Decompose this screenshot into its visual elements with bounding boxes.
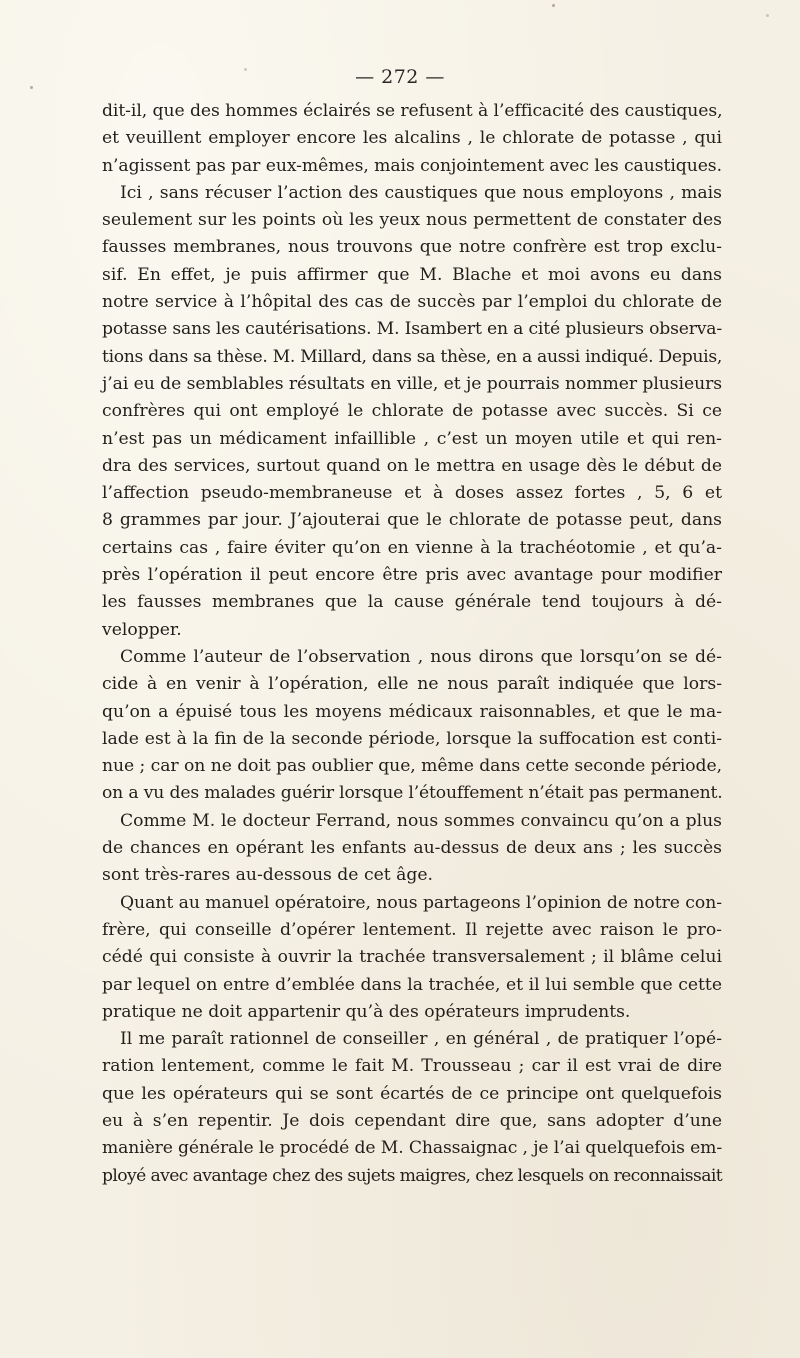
text-line: j’ai eu de semblables résultats en ville, et je pourrais nommer plusieurs [102,373,722,394]
paragraph [102,98,722,180]
text-line: seulement sur les points où les yeux nous permettent de constater des [102,210,722,231]
body-text [102,98,722,1190]
text-line: eu à s’en repentir. Je dois cependant dire que, sans adopter d’une [102,1110,722,1131]
text-line: fausses membranes, nous trouvons que notre confrère est trop exclu- [102,237,722,258]
text-line: et veuillent employer encore les alcalins , le chlorate de potasse , qui [102,128,722,149]
text-line: lade est à la fin de la seconde période, lorsque la suffocation est conti- [102,728,723,749]
paper-speck [30,86,33,89]
text-line: 8 grammes par jour. J’ajouterai que le chlorate de potasse peut, dans [102,510,722,531]
text-line: l’affection pseudo-membraneuse et à doses assez fortes , 5, 6 et [102,483,722,504]
text-line: qu’on a épuisé tous les moyens médicaux raisonnables, et que le ma- [102,701,722,722]
text-line: Il me paraît rationnel de conseiller , en général , de pratiquer l’opé- [120,1029,722,1050]
text-line: Comme M. le docteur Ferrand, nous sommes convaincu qu’on a plus [120,810,722,831]
text-line: certains cas , faire éviter qu’on en vienne à la trachéotomie , et qu’a- [102,537,722,558]
paper-speck [244,68,247,71]
paragraph [102,808,722,890]
text-line: velopper. [102,619,182,640]
text-line: cide à en venir à l’opération, elle ne nous paraît indiquée que lors- [102,674,722,695]
text-line: pratique ne doit appartenir qu’à des opérateurs imprudents. [102,1001,631,1022]
text-line: n’agissent pas par eux-mêmes, mais conjointement avec les caustiques. [102,155,722,176]
text-line: on a vu des malades guérir lorsque l’étouffement n’était pas permanent. [102,783,723,804]
text-line: n’est pas un médicament infaillible , c’est un moyen utile et qui ren- [102,428,722,449]
text-line: confrères qui ont employé le chlorate de potasse avec succès. Si ce [102,401,722,422]
text-line: par lequel on entre d’emblée dans la trachée, et il lui semble que cette [102,974,722,995]
paragraph [102,180,722,644]
paragraph [102,890,722,1026]
text-line: les fausses membranes que la cause générale tend toujours à dé- [102,592,722,613]
page-number: — 272 — [355,66,445,88]
text-line: dra des services, surtout quand on le mettra en usage dès le début de [102,455,722,476]
text-line: Quant au manuel opératoire, nous partageons l’opinion de notre con- [120,892,722,913]
text-line: Comme l’auteur de l’observation , nous dirons que lorsqu’on se dé- [120,646,722,667]
text-line: nue ; car on ne doit pas oublier que, même dans cette seconde période, [102,756,723,777]
text-line: tions dans sa thèse. M. Millard, dans sa thèse, en a aussi indiqué. Depuis, [102,346,722,367]
text-line: dit-il, que des hommes éclairés se refusent à l’efficacité des caustiques, [102,101,723,121]
paper-speck [552,4,555,7]
text-line: ployé avec avantage chez des sujets maigres, chez lesquels on reconnaissait [102,1165,722,1186]
text-line: frère, qui conseille d’opérer lentement. Il rejette avec raison le pro- [102,919,722,940]
text-line: cédé qui consiste à ouvrir la trachée transversalement ; il blâme celui [102,947,722,968]
paragraph [102,644,722,808]
text-line: Ici , sans récuser l’action des caustiques que nous employons , mais [120,182,722,203]
text-line: manière générale le procédé de M. Chassaignac , je l’ai quelquefois em- [102,1138,722,1159]
paper-speck [766,14,769,17]
text-line: de chances en opérant les enfants au-dessus de deux ans ; les succès [102,838,722,859]
text-line: sif. En effet, je puis affirmer que M. Blache et moi avons eu dans [102,264,722,285]
text-line: que les opérateurs qui se sont écartés de ce principe ont quelquefois [102,1083,722,1104]
paragraph [102,1026,722,1190]
text-line: potasse sans les cautérisations. M. Isambert en a cité plusieurs observa- [102,319,722,340]
text-line: ration lentement, comme le fait M. Trousseau ; car il est vrai de dire [102,1056,722,1077]
text-line: près l’opération il peut encore être pris avec avantage pour modifier [102,565,722,586]
text-line: notre service à l’hôpital des cas de succès par l’emploi du chlorate de [102,292,722,313]
text-line: sont très-rares au-dessous de cet âge. [102,865,433,886]
